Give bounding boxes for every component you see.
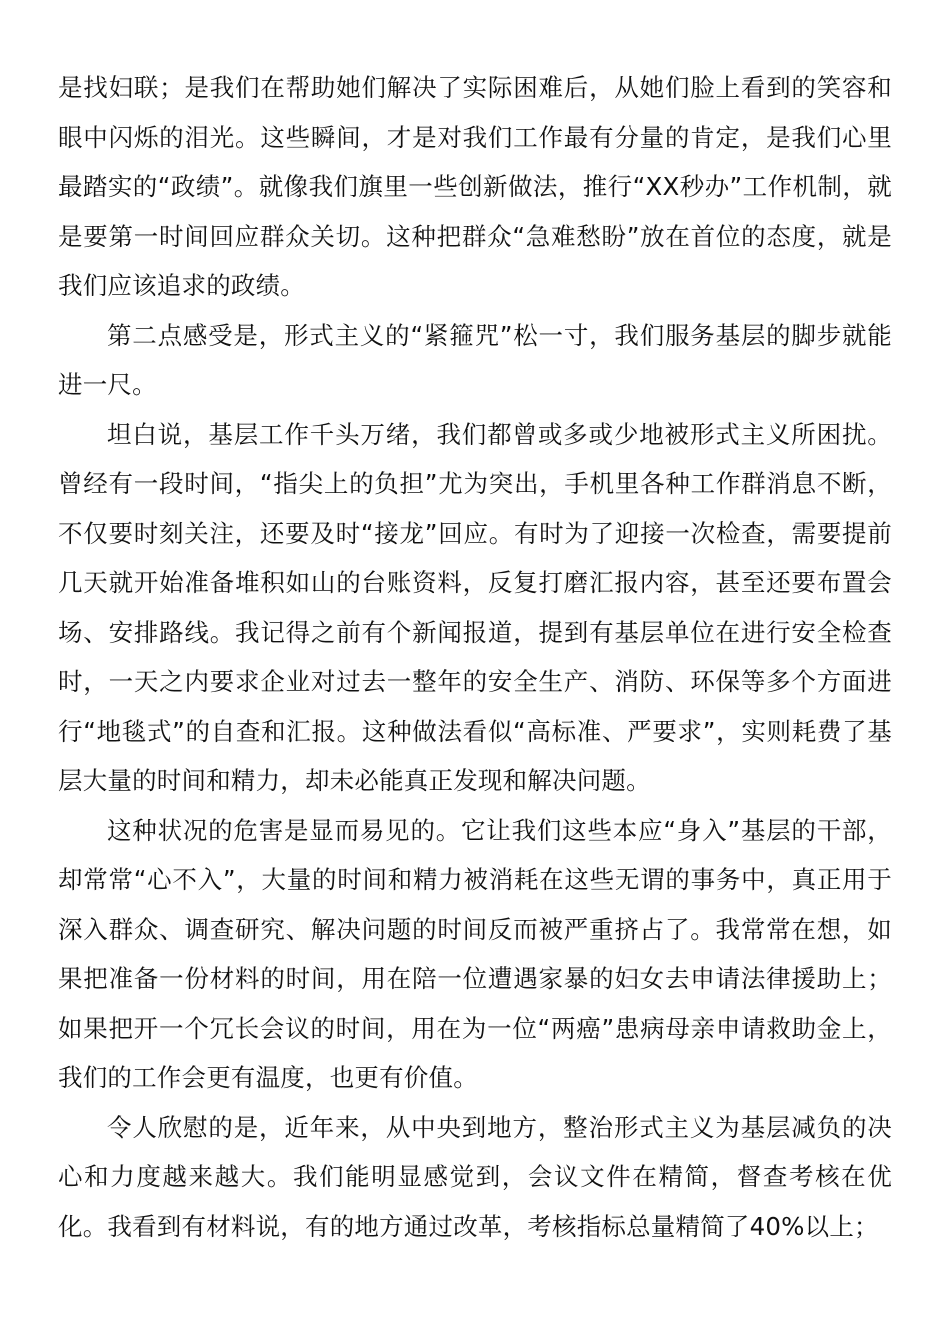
paragraph-2: 第二点感受是，形式主义的“紧箍咒”松一寸，我们服务基层的脚步就能进一尺。	[58, 320, 892, 399]
paragraph-5: 令人欣慰的是，近年来，从中央到地方，整治形式主义为基层减负的决心和力度越来越大。我们能明显感觉到，会议文件在精简，督查考核在优化。我看到有材料说，有的地方通过改革，考核指标总量精简了40%以上；	[58, 1112, 892, 1241]
paragraph-1: 是找妇联；是我们在帮助她们解决了实际困难后，从她们脸上看到的笑容和眼中闪烁的泪光。这些瞬间，才是对我们工作最有分量的肯定，是我们心里最踏实的“政绩”。就像我们旗里一些创新做法，推行“XX秒办”工作机制，就是要第一时间回应群众关切。这种把群众“急难愁盼”放在首位的态度，就是我们应该追求的政绩。	[58, 73, 892, 300]
paragraph-4: 这种状况的危害是显而易见的。它让我们这些本应“身入”基层的干部，却常常“心不入”，大量的时间和精力被消耗在这些无谓的事务中，真正用于深入群众、调查研究、解决问题的时间反而被严重挤占了。我常常在想，如果把准备一份材料的时间，用在陪一位遭遇家暴的妇女去申请法律援助上；如果把开一个冗长会议的时间，用在为一位“两癌”患病母亲申请救助金上，我们的工作会更有温度，也更有价值。	[58, 815, 892, 1092]
document-page	[58, 63, 892, 1251]
paragraph-3: 坦白说，基层工作千头万绪，我们都曾或多或少地被形式主义所困扰。曾经有一段时间，“指尖上的负担”尤为突出，手机里各种工作群消息不断，不仅要时刻关注，还要及时“接龙”回应。有时为了迎接一次检查，需要提前几天就开始准备堆积如山的台账资料，反复打磨汇报内容，甚至还要布置会场、安排路线。我记得之前有个新闻报道，提到有基层单位在进行安全检查时，一天之内要求企业对过去一整年的安全生产、消防、环保等多个方面进行“地毯式”的自查和汇报。这种做法看似“高标准、严要求”，实则耗费了基层大量的时间和精力，却未必能真正发现和解决问题。	[58, 419, 892, 795]
